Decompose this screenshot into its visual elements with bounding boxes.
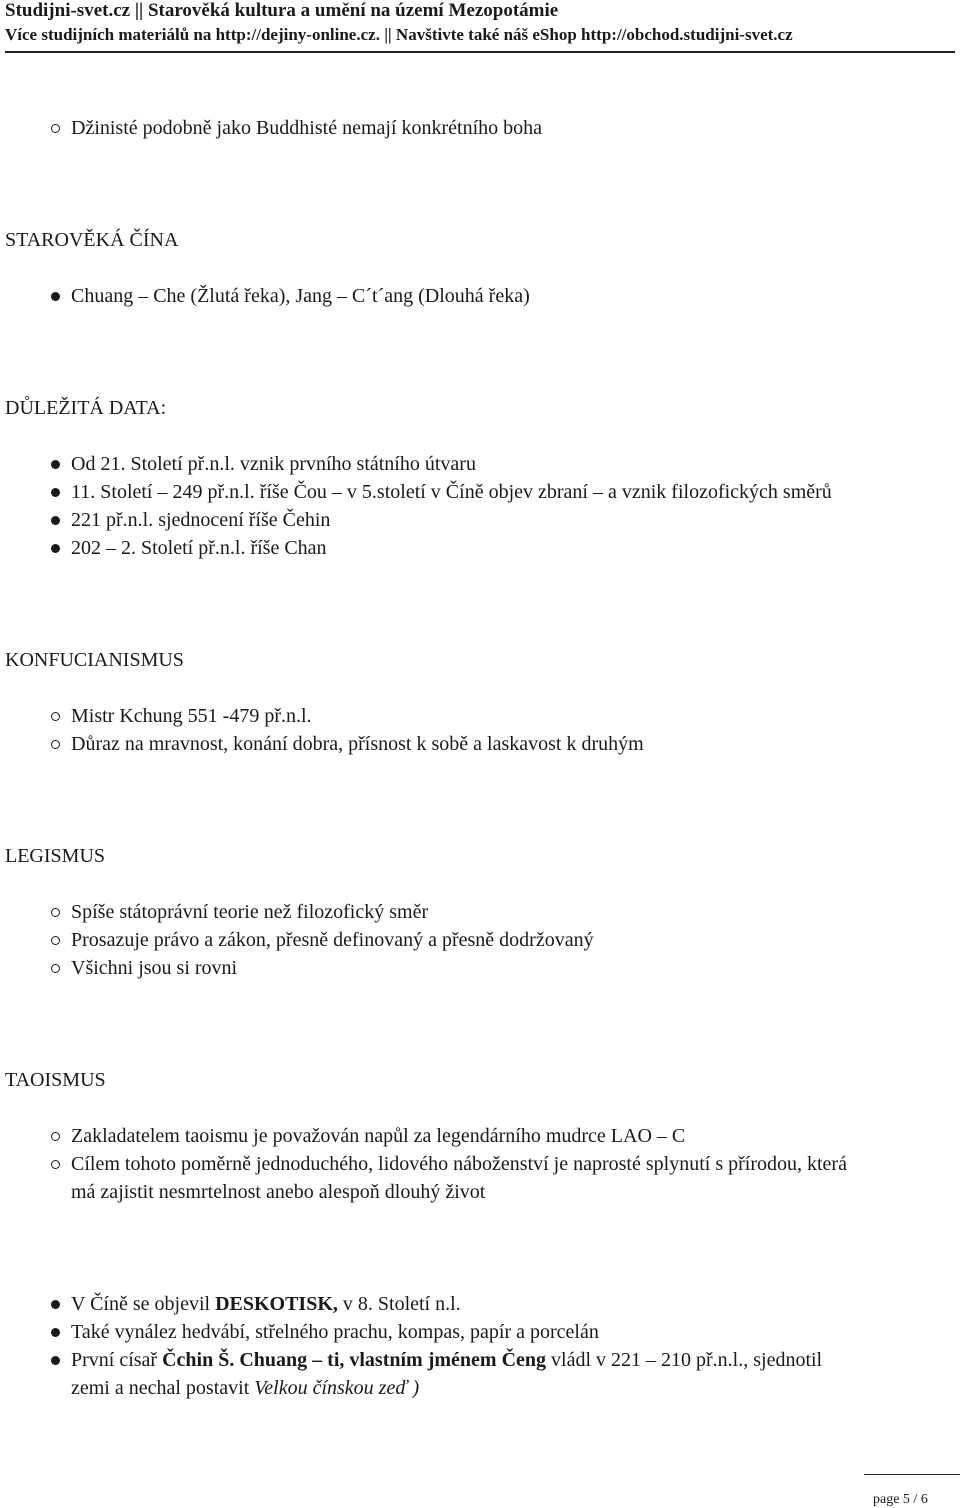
header-title: Studijni-svet.cz || Starověká kultura a umění na území Mezopotámie [5, 0, 559, 21]
list-item: Mistr Kchung 551 -479 př.n.l. [71, 705, 312, 727]
bullet-hollow [51, 908, 60, 917]
list-item: Zakladatelem taoismu je považován napůl za legendárního mudrce LAO – C [71, 1125, 686, 1147]
list-item: Důraz na mravnost, konání dobra, přísnost k sobě a laskavost k druhým [71, 733, 644, 755]
bullet-hollow [51, 712, 60, 721]
list-item: 202 – 2. Století př.n.l. říše Chan [71, 537, 327, 559]
bullet-hollow [51, 740, 60, 749]
text-run: zemi a nechal postavit [71, 1377, 255, 1399]
list-item: 11. Století – 249 př.n.l. říše Čou – v 5.století v Číně objev zbraní – a vznik filozofických směrů [71, 481, 832, 503]
bullet [51, 516, 60, 525]
list-item [71, 1292, 461, 1316]
section-title-china: STAROVĚKÁ ČÍNA [5, 229, 179, 251]
text-run: vládl v 221 – 210 př.n.l., sjednotil [546, 1349, 823, 1371]
section-title-confucianism: KONFUCIANISMUS [5, 649, 184, 671]
list-item: Cílem tohoto poměrně jednoduchého, lidového náboženství je naprosté splynutí s přírodou, která [71, 1153, 847, 1175]
bullet [51, 292, 60, 301]
bold-term: Čchin Š. Chuang – ti, vlastním jménem Čeng [162, 1349, 547, 1371]
italic-term: Velkou čínskou zeď ) [254, 1377, 420, 1399]
list-item: Spíše státoprávní teorie než filozofický směr [71, 901, 429, 923]
bullet-hollow [51, 1132, 60, 1141]
footer-divider [864, 1474, 960, 1475]
bold-term: DESKOTISK, [215, 1293, 338, 1315]
list-item: Od 21. Století př.n.l. vznik prvního státního útvaru [71, 453, 476, 475]
header-subtitle: Více studijních materiálů na http://dejiny-online.cz. || Navštivte také náš eShop http://obchod.studijni-svet.cz [5, 25, 793, 44]
bullet [51, 460, 60, 469]
list-item: Všichni jsou si rovni [71, 957, 238, 979]
list-item: Prosazuje právo a zákon, přesně definovaný a přesně dodržovaný [71, 929, 594, 951]
bullet [51, 1300, 60, 1309]
header-divider [5, 51, 955, 53]
list-item-continuation [71, 1376, 419, 1400]
bullet [51, 544, 60, 553]
list-item-continuation: má zajistit nesmrtelnost anebo alespoň dlouhý život [71, 1181, 486, 1203]
bullet-hollow [51, 964, 60, 973]
text-run: V Číně se objevil [71, 1293, 216, 1315]
list-item: 221 př.n.l. sjednocení říše Čehin [71, 509, 331, 531]
bullet-hollow [51, 1160, 60, 1169]
section-title-taoism: TAOISMUS [5, 1069, 106, 1091]
bullet [51, 1328, 60, 1337]
list-item: Džinisté podobně jako Buddhisté nemají konkrétního boha [71, 117, 543, 139]
list-item: Také vynález hedvábí, střelného prachu, kompas, papír a porcelán [71, 1321, 599, 1343]
bullet-hollow [51, 936, 60, 945]
bullet-hollow [51, 124, 60, 133]
text-run: v 8. Století n.l. [337, 1293, 461, 1315]
bullet [51, 488, 60, 497]
list-item [71, 1348, 822, 1372]
text-run: První císař [71, 1349, 163, 1371]
bullet [51, 1356, 60, 1365]
page-number: page 5 / 6 [873, 1492, 928, 1507]
section-title-dates: DŮLEŽITÁ DATA: [5, 397, 167, 419]
list-item: Chuang – Che (Žlutá řeka), Jang – C´t´ang (Dlouhá řeka) [71, 285, 530, 307]
section-title-legism: LEGISMUS [5, 845, 106, 867]
